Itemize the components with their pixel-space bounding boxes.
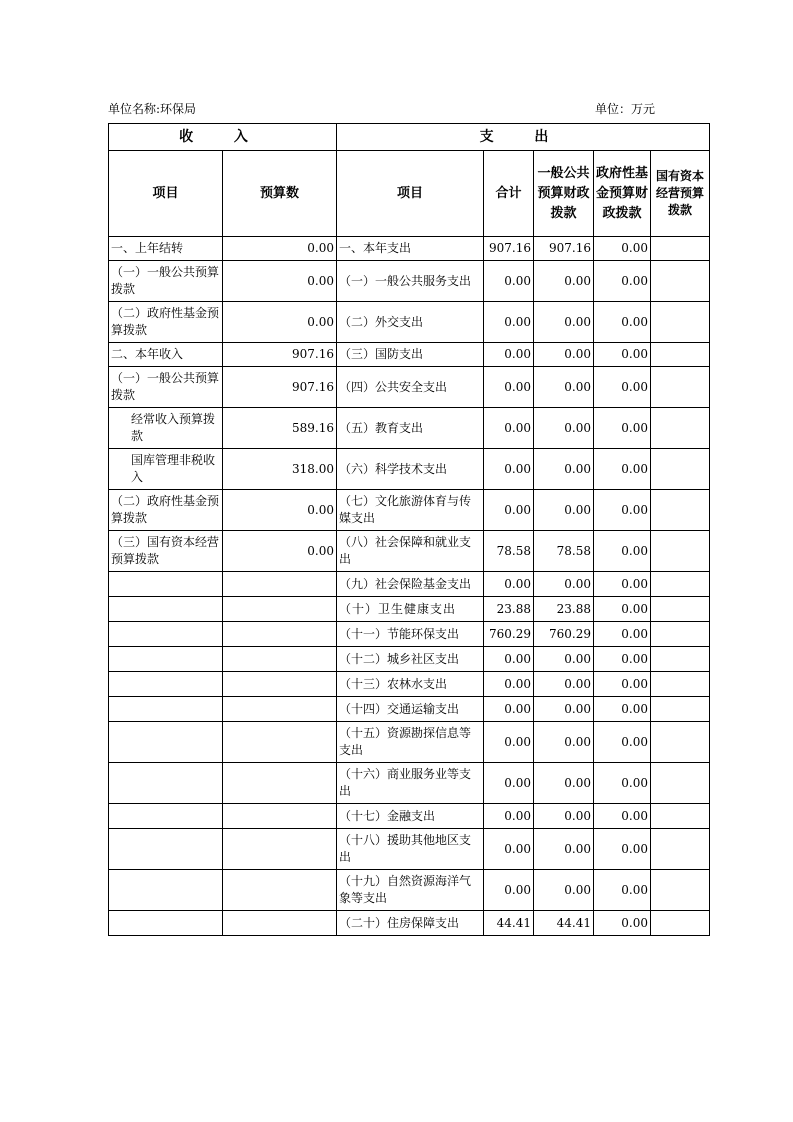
- income-budget: 907.16: [223, 367, 337, 408]
- income-budget: 0.00: [223, 490, 337, 531]
- total-value: 23.88: [484, 597, 534, 622]
- income-item: [109, 804, 223, 829]
- col-state-capital: 国有资本经营预算拨款: [651, 151, 710, 237]
- expense-item: 一、本年支出: [337, 237, 484, 261]
- total-value: 0.00: [484, 647, 534, 672]
- expense-item: （二）外交支出: [337, 302, 484, 343]
- fund-value: 0.00: [594, 343, 651, 367]
- general-value: 0.00: [534, 572, 594, 597]
- expense-item: （三）国防支出: [337, 343, 484, 367]
- total-value: 0.00: [484, 697, 534, 722]
- general-value: 0.00: [534, 647, 594, 672]
- income-item: [109, 647, 223, 672]
- general-value: 0.00: [534, 261, 594, 302]
- table-row: [109, 829, 710, 870]
- state-value: [651, 237, 710, 261]
- expense-item: （十九）自然资源海洋气象等支出: [337, 870, 484, 911]
- table-row: [109, 804, 710, 829]
- general-value: 78.58: [534, 531, 594, 572]
- col-fund-budget: 政府性基金预算财政拨款: [594, 151, 651, 237]
- income-budget: [223, 722, 337, 763]
- fund-value: 0.00: [594, 870, 651, 911]
- total-value: 0.00: [484, 672, 534, 697]
- general-value: 0.00: [534, 672, 594, 697]
- state-value: [651, 449, 710, 490]
- income-item: [109, 672, 223, 697]
- unit-label: 单位：万元: [595, 102, 656, 116]
- income-item: [109, 622, 223, 647]
- table-row: [109, 697, 710, 722]
- unit-name: 单位名称:环保局: [108, 102, 197, 116]
- expense-item: （十三）农林水支出: [337, 672, 484, 697]
- col-income-budget: 预算数: [223, 151, 337, 237]
- state-value: [651, 261, 710, 302]
- income-item: 经常收入预算拨款: [109, 408, 223, 449]
- state-value: [651, 343, 710, 367]
- total-value: 907.16: [484, 237, 534, 261]
- table-row: [109, 647, 710, 672]
- expense-item: （十）卫生健康支出: [337, 597, 484, 622]
- table-row: [109, 261, 710, 302]
- total-value: 0.00: [484, 261, 534, 302]
- expense-item: （九）社会保险基金支出: [337, 572, 484, 597]
- general-value: 760.29: [534, 622, 594, 647]
- table-row: [109, 572, 710, 597]
- income-budget: [223, 672, 337, 697]
- state-value: [651, 531, 710, 572]
- fund-value: 0.00: [594, 261, 651, 302]
- total-value: 0.00: [484, 870, 534, 911]
- expense-item: （十八）援助其他地区支出: [337, 829, 484, 870]
- income-item: [109, 870, 223, 911]
- general-value: 0.00: [534, 449, 594, 490]
- state-value: [651, 672, 710, 697]
- total-value: 0.00: [484, 722, 534, 763]
- income-budget: 589.16: [223, 408, 337, 449]
- table-row: [109, 672, 710, 697]
- fund-value: 0.00: [594, 531, 651, 572]
- table-row: [109, 408, 710, 449]
- state-value: [651, 597, 710, 622]
- income-item: 一、上年结转: [109, 237, 223, 261]
- income-budget: [223, 622, 337, 647]
- expense-item: （十五）资源勘探信息等支出: [337, 722, 484, 763]
- expense-item: （四）公共安全支出: [337, 367, 484, 408]
- income-item: （二）政府性基金预算拨款: [109, 302, 223, 343]
- col-expense-item: 项目: [337, 151, 484, 237]
- income-section-title: 收 入: [109, 124, 337, 151]
- state-value: [651, 829, 710, 870]
- fund-value: 0.00: [594, 302, 651, 343]
- expense-item: （十七）金融支出: [337, 804, 484, 829]
- general-value: 907.16: [534, 237, 594, 261]
- state-value: [651, 622, 710, 647]
- state-value: [651, 367, 710, 408]
- total-value: 0.00: [484, 490, 534, 531]
- income-budget: [223, 763, 337, 804]
- fund-value: 0.00: [594, 647, 651, 672]
- income-budget: [223, 804, 337, 829]
- fund-value: 0.00: [594, 622, 651, 647]
- table-row: [109, 237, 710, 261]
- expense-item: （六）科学技术支出: [337, 449, 484, 490]
- table-row: [109, 449, 710, 490]
- expense-item: （五）教育支出: [337, 408, 484, 449]
- income-item: [109, 597, 223, 622]
- income-item: 国库管理非税收入: [109, 449, 223, 490]
- general-value: 0.00: [534, 804, 594, 829]
- income-item: [109, 829, 223, 870]
- income-item: [109, 722, 223, 763]
- income-budget: 0.00: [223, 531, 337, 572]
- expense-item: （十四）交通运输支出: [337, 697, 484, 722]
- expense-item: （十六）商业服务业等支出: [337, 763, 484, 804]
- total-value: 0.00: [484, 367, 534, 408]
- table-row: [109, 367, 710, 408]
- general-value: 0.00: [534, 408, 594, 449]
- fund-value: 0.00: [594, 804, 651, 829]
- expense-item: （七）文化旅游体育与传媒支出: [337, 490, 484, 531]
- total-value: 0.00: [484, 763, 534, 804]
- income-item: [109, 697, 223, 722]
- fund-value: 0.00: [594, 408, 651, 449]
- general-value: 44.41: [534, 911, 594, 936]
- fund-value: 0.00: [594, 597, 651, 622]
- state-value: [651, 697, 710, 722]
- income-budget: [223, 911, 337, 936]
- col-total: 合计: [484, 151, 534, 237]
- col-income-item: 项目: [109, 151, 223, 237]
- state-value: [651, 302, 710, 343]
- table-row: [109, 597, 710, 622]
- expense-item: （十一）节能环保支出: [337, 622, 484, 647]
- total-value: 44.41: [484, 911, 534, 936]
- income-item: 二、本年收入: [109, 343, 223, 367]
- expense-item: （一）一般公共服务支出: [337, 261, 484, 302]
- income-item: [109, 572, 223, 597]
- general-value: 0.00: [534, 829, 594, 870]
- total-value: 0.00: [484, 449, 534, 490]
- table-row: [109, 490, 710, 531]
- table-row: [109, 911, 710, 936]
- fund-value: 0.00: [594, 490, 651, 531]
- income-budget: 0.00: [223, 302, 337, 343]
- general-value: 0.00: [534, 367, 594, 408]
- state-value: [651, 804, 710, 829]
- expense-item: （八）社会保障和就业支出: [337, 531, 484, 572]
- income-item: （一）一般公共预算拨款: [109, 261, 223, 302]
- table-row: [109, 870, 710, 911]
- total-value: 0.00: [484, 408, 534, 449]
- state-value: [651, 722, 710, 763]
- col-general-budget: 一般公共预算财政拨款: [534, 151, 594, 237]
- fund-value: 0.00: [594, 367, 651, 408]
- income-budget: 907.16: [223, 343, 337, 367]
- income-item: （三）国有资本经营预算拨款: [109, 531, 223, 572]
- income-budget: [223, 572, 337, 597]
- state-value: [651, 490, 710, 531]
- fund-value: 0.00: [594, 449, 651, 490]
- income-item: [109, 763, 223, 804]
- total-value: 78.58: [484, 531, 534, 572]
- state-value: [651, 763, 710, 804]
- fund-value: 0.00: [594, 697, 651, 722]
- total-value: 0.00: [484, 829, 534, 870]
- state-value: [651, 870, 710, 911]
- total-value: 760.29: [484, 622, 534, 647]
- income-item: （二）政府性基金预算拨款: [109, 490, 223, 531]
- fund-value: 0.00: [594, 722, 651, 763]
- income-budget: [223, 597, 337, 622]
- table-body: [109, 237, 710, 936]
- general-value: 0.00: [534, 763, 594, 804]
- general-value: 0.00: [534, 870, 594, 911]
- income-budget: [223, 647, 337, 672]
- state-value: [651, 911, 710, 936]
- table-row: [109, 622, 710, 647]
- income-budget: [223, 870, 337, 911]
- state-value: [651, 408, 710, 449]
- income-budget: 318.00: [223, 449, 337, 490]
- total-value: 0.00: [484, 572, 534, 597]
- fund-value: 0.00: [594, 672, 651, 697]
- expense-item: （十二）城乡社区支出: [337, 647, 484, 672]
- fund-value: 0.00: [594, 237, 651, 261]
- budget-table: [108, 123, 710, 936]
- general-value: 0.00: [534, 697, 594, 722]
- general-value: 23.88: [534, 597, 594, 622]
- total-value: 0.00: [484, 302, 534, 343]
- income-budget: 0.00: [223, 261, 337, 302]
- general-value: 0.00: [534, 302, 594, 343]
- income-budget: 0.00: [223, 237, 337, 261]
- state-value: [651, 572, 710, 597]
- fund-value: 0.00: [594, 763, 651, 804]
- table-row: [109, 763, 710, 804]
- fund-value: 0.00: [594, 829, 651, 870]
- table-row: [109, 722, 710, 763]
- expense-section-title: 支 出: [337, 124, 710, 151]
- income-budget: [223, 829, 337, 870]
- general-value: 0.00: [534, 722, 594, 763]
- table-row: [109, 343, 710, 367]
- expense-item: （二十）住房保障支出: [337, 911, 484, 936]
- income-budget: [223, 697, 337, 722]
- fund-value: 0.00: [594, 911, 651, 936]
- table-row: [109, 302, 710, 343]
- fund-value: 0.00: [594, 572, 651, 597]
- income-item: [109, 911, 223, 936]
- general-value: 0.00: [534, 343, 594, 367]
- income-item: （一）一般公共预算拨款: [109, 367, 223, 408]
- total-value: 0.00: [484, 343, 534, 367]
- state-value: [651, 647, 710, 672]
- total-value: 0.00: [484, 804, 534, 829]
- table-row: [109, 531, 710, 572]
- general-value: 0.00: [534, 490, 594, 531]
